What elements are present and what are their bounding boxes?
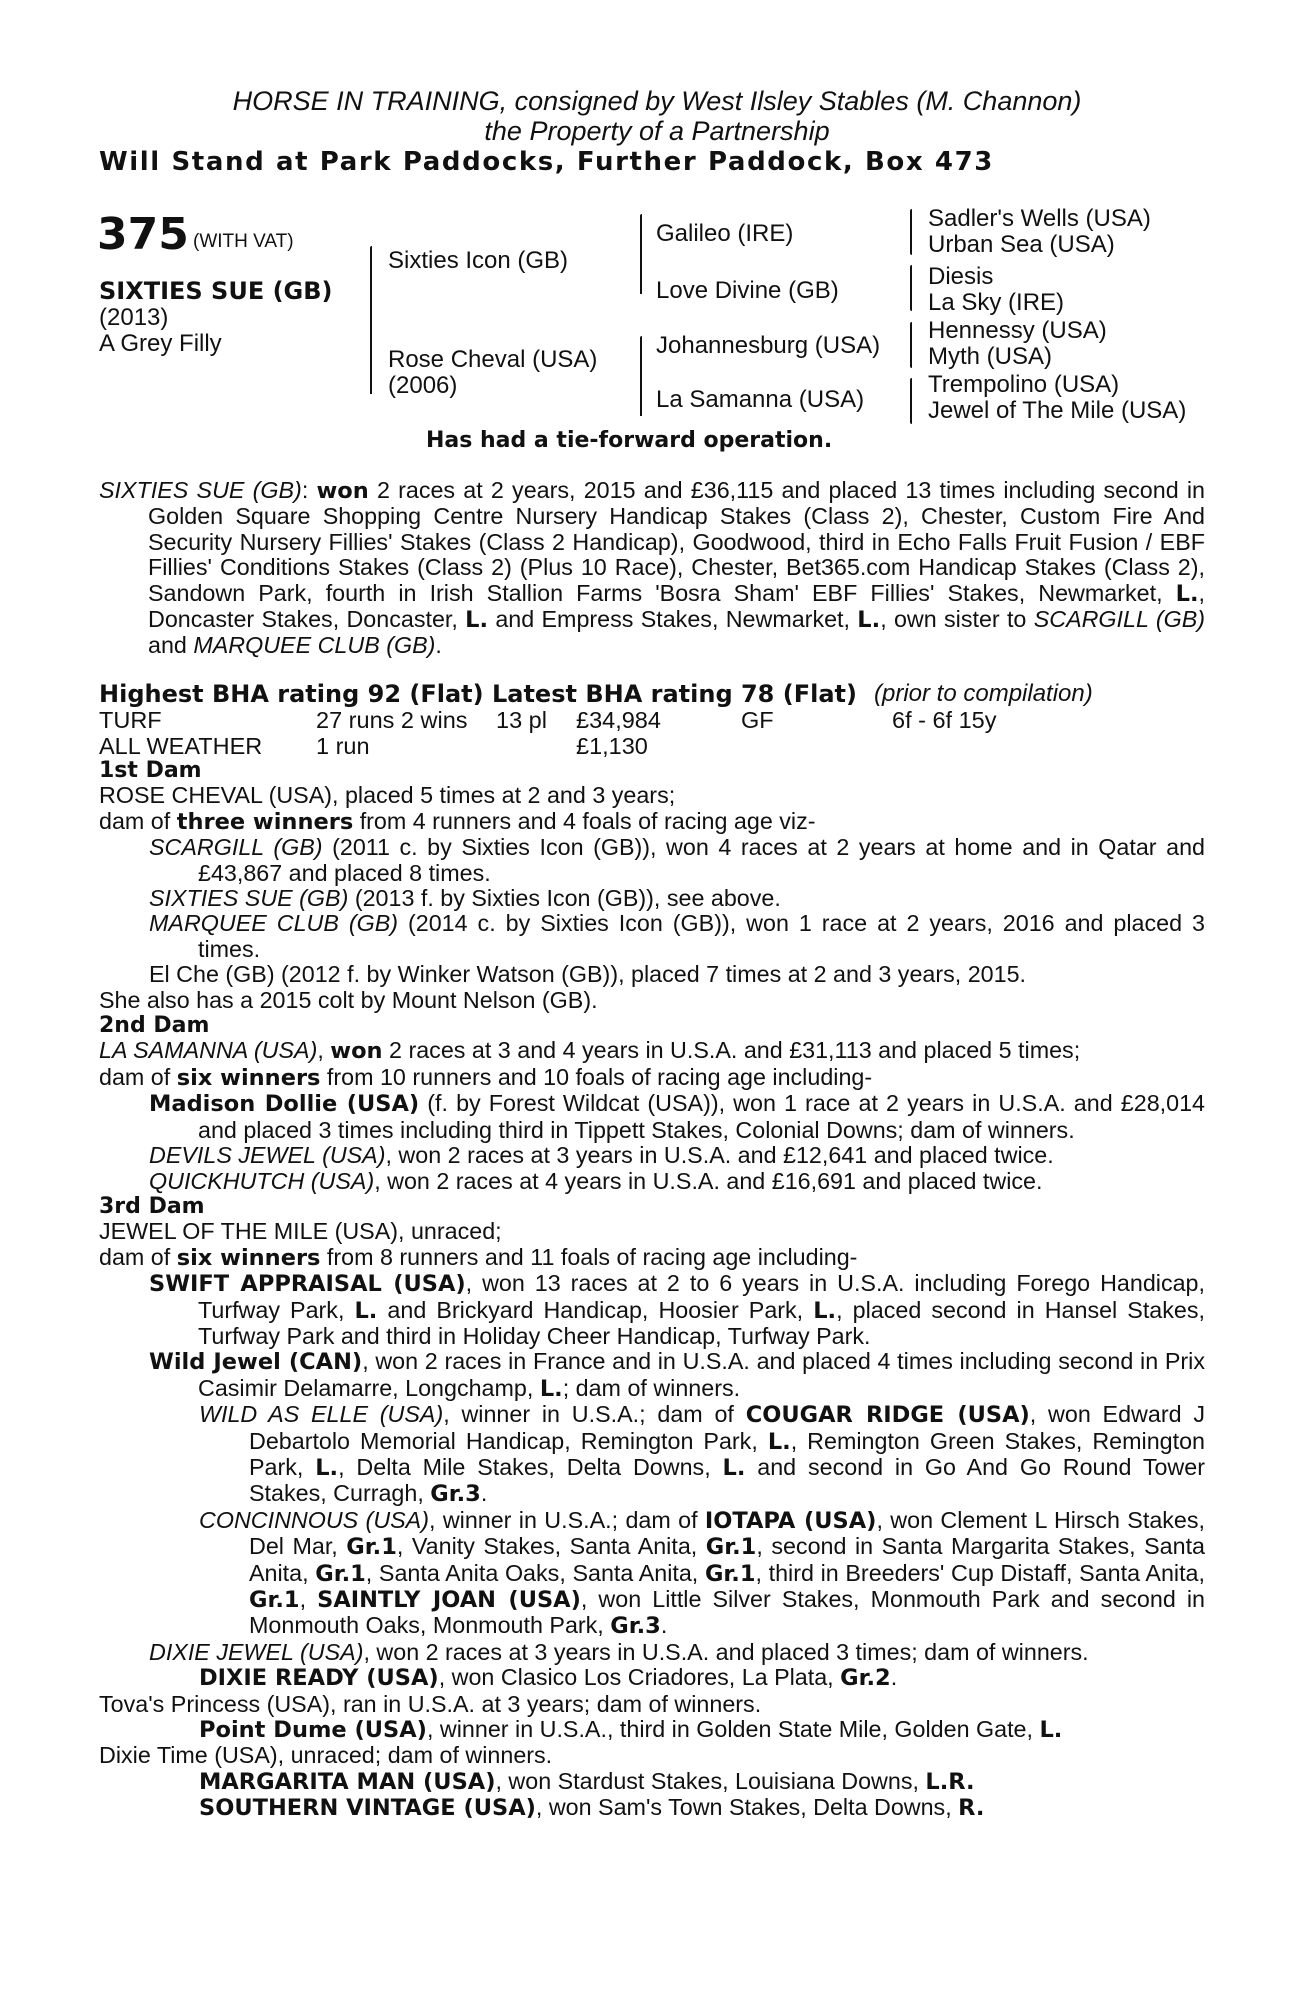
first-dam-heading: 1st Dam [99, 758, 202, 783]
aw-prize: £1,130 [576, 733, 648, 759]
produce-wild-jewel: Wild Jewel (CAN), won 2 races in France and in U.S.A. and placed 4 times including second in Prix Casimir Delamarre, Longchamp, L.; dam of winners. [149, 1348, 1205, 1402]
consignor-line: HORSE IN TRAINING, consigned by West Ilsley Stables (M. Channon) [232, 86, 1082, 116]
produce-margarita-man: MARGARITA MAN (USA), won Stardust Stakes, Louisiana Downs, L.R. [199, 1767, 975, 1795]
gg-dss: Hennessy (USA) [928, 317, 1107, 344]
produce-marquee-club: MARQUEE CLUB (GB) (2014 c. by Sixties Icon (GB)), won 1 race at 2 years, 2016 and placed 3 times. [149, 910, 1205, 962]
property-line: the Property of a Partnership [484, 116, 830, 146]
dam-dam: La Samanna (USA) [656, 386, 865, 413]
produce-tovas-princess: Tova's Princess (USA), ran in U.S.A. at 3 years; dam of winners. [99, 1690, 762, 1717]
turf-prize: £34,984 [576, 707, 661, 733]
turf-label: TURF [99, 707, 162, 733]
sire-name: Sixties Icon (GB) [388, 247, 569, 274]
gg-ddd: Jewel of The Mile (USA) [928, 397, 1187, 424]
vat-label: (WITH VAT) [193, 231, 294, 252]
second-dam-heading: 2nd Dam [99, 1013, 210, 1039]
location-line: Will Stand at Park Paddocks, Further Paddock, Box 473 [99, 147, 994, 177]
first-dam-line: ROSE CHEVAL (USA), placed 5 times at 2 and 3 years; [99, 782, 676, 809]
turf-placed: 13 pl [496, 707, 547, 733]
produce-dixie-time: Dixie Time (USA), unraced; dam of winners. [99, 1742, 553, 1769]
gg-dsd: Myth (USA) [928, 343, 1053, 370]
racing-record: SIXTIES SUE (GB): won 2 races at 2 years, 2015 and £36,115 and placed 13 times including second in Golden Square Shopping Centre Nursery Handicap Stakes (Class 2), Chester, Custom Fire And Security Nursery Fillies' Stakes (Class 2 Handicap), Goodwood, third in Echo Falls Fruit Fusion / EBF Fillies' Conditions Stakes (Class 2) (Plus 10 Race), Chester, Bet365.com Handicap Stakes (Class 2), Sandown Park, fourth in Irish Stallion Farms 'Bosra Sham' EBF Fillies' Stakes, Newmarket, L., Doncaster Stakes, Doncaster, L. and Empress Stakes, Newmarket, L., own sister to SCARGILL (GB) and MARQUEE CLUB (GB). [99, 477, 1205, 659]
turf-distance: 6f - 6f 15y [892, 707, 997, 733]
produce-swift-appraisal: SWIFT APPRAISAL (USA), won 13 races at 2 to 6 years in U.S.A. including Forego Handicap, Turfway Park, L. and Brickyard Handicap, Hoosier Park, L., placed second in Hansel Stakes, Turfway Park and third in Holiday Cheer Handicap, Turfway Park. [149, 1270, 1205, 1349]
johannesburg-brace [910, 322, 912, 368]
record-horse: SIXTIES SUE (GB) [99, 477, 302, 503]
produce-dixie-jewel: DIXIE JEWEL (USA), won 2 races at 3 years in U.S.A. and placed 3 times; dam of winners. [149, 1638, 1089, 1665]
produce-devils-jewel: DEVILS JEWEL (USA), won 2 races at 3 years in U.S.A. and £12,641 and placed twice. [149, 1142, 1054, 1169]
family-section: 1st Dam ROSE CHEVAL (USA), placed 5 times at 2 and 3 years; dam of three winners from 4 runners and 4 foals of racing age viz- SCARGILL (GB) (2011 c. by Sixties Icon (GB)), won 4 races at 2 years at home and in Qatar and £43,867 and placed 8 times. SIXTIES SUE (GB) (2013 f. by Sixties Icon (GB)), see above. MARQUEE CLUB (GB) (2014 c. by Sixties Icon (GB)), won 1 race at 2 years, 2016 and placed 3 times. El Che (GB) (2012 f. by Winker Watson (GB)), placed 7 times at 2 and 3 years, 2015. She also has a 2015 colt by Mount Nelson (GB). 2nd Dam LA SAMANNA (USA), won 2 races at 3 and 4 years in U.S.A. and £31,113 and placed 5 times; dam of six winners from 10 runners and 10 foals of racing age including- Madison Dollie (USA) (f. by Forest Wildcat (USA)), won 1 race at 2 years in U.S.A. and £28,014 and placed 3 times including third in Tippett Stakes, Colonial Downs; dam of winners. DEVILS JEWEL (USA), won 2 races at 3 years in U.S.A. and £12,641 and placed twice. QUICKHUTCH (USA), won 2 races at 4 years in U.S.A. and £16,691 and placed twice. 3rd Dam JEWEL OF THE MILE (USA), unraced; dam of six winners from 8 runners and 11 foals of racing age including- SWIFT APPRAISAL (USA), won 13 races at 2 to 6 years in U.S.A. including Forego Handicap, Turfway Park, L. and Brickyard Handicap, Hoosier Park, L., placed second in Hansel Stakes, Turfway Park and third in Holiday Cheer Handicap, Turfway Park. Wild Jewel (CAN), won 2 races in France and in U.S.A. and placed 4 times including second in Prix Casimir Delamarre, Longchamp, L.; dam of winners. WILD AS ELLE (USA), winner in U.S.A.; dam of COUGAR RIDGE (USA), won Edward J Debartolo Memorial Handicap, Remington Park, L., Remington Green Stakes, Remington Park, L., Delta Mile Stakes, Delta Downs, L. and second in Go And Go Round Tower Stakes, Curragh, Gr.3. CONCINNOUS (USA), winner in U.S.A.; dam of IOTAPA (USA), won Clement L Hirsch Stakes, Del Mar, Gr.1, Vanity Stakes, Santa Anita, Gr.1, second in Santa Margarita Stakes, Santa Anita, Gr.1, Santa Anita Oaks, Santa Anita, Gr.1, third in Breeders' Cup Distaff, Santa Anita, Gr.1, SAINTLY JOAN (USA), won Little Silver Stakes, Monmouth Park and second in Monmouth Oaks, Monmouth Park, Gr.3. DIXIE JEWEL (USA), won 2 races at 3 years in U.S.A. and placed 3 times; dam of winners. DIXIE READY (USA), won Clasico Los Criadores, La Plata, Gr.2. Tova's Princess (USA), ran in U.S.A. at 3 years; dam of winners. Point Dume (USA), winner in U.S.A., third in Golden State Mile, Golden Gate, L. Dixie Time (USA), unraced; dam of winners. MARGARITA MAN (USA), won Stardust Stakes, Louisiana Downs, L.R. SOUTHERN VINTAGE (USA), won Sam's Town Stakes, Delta Downs, R. [99, 758, 1206, 1822]
gg-ssd: Urban Sea (USA) [928, 231, 1115, 258]
horse-name: SIXTIES SUE (GB) [99, 277, 333, 305]
third-dam-heading: 3rd Dam [99, 1193, 205, 1219]
dam-brace [640, 336, 642, 416]
bha-ratings: Highest BHA rating 92 (Flat) Latest BHA rating 78 (Flat) [99, 680, 857, 708]
produce-concinnous: CONCINNOUS (USA), winner in U.S.A.; dam of IOTAPA (USA), won Clement L Hirsch Stakes, Del Mar, Gr.1, Vanity Stakes, Santa Anita, Gr.1, second in Santa Margarita Stakes, Santa Anita, Gr.1, Santa Anita Oaks, Santa Anita, Gr.1, third in Breeders' Cup Distaff, Santa Anita, Gr.1, SAINTLY JOAN (USA), won Little Silver Stakes, Monmouth Park and second in Monmouth Oaks, Monmouth Park, Gr.3. [199, 1506, 1206, 1640]
dam-name: Rose Cheval (USA) [388, 346, 598, 373]
gg-sss: Sadler's Wells (USA) [928, 205, 1151, 232]
aw-label: ALL WEATHER [99, 733, 263, 759]
galileo-brace [910, 209, 912, 255]
gg-sdd: La Sky (IRE) [928, 289, 1065, 316]
produce-dixie-ready: DIXIE READY (USA), won Clasico Los Criadores, La Plata, Gr.2. [199, 1664, 898, 1692]
lot-number: 375 [97, 209, 189, 260]
gg-dds: Trempolino (USA) [928, 371, 1120, 398]
gg-sds: Diesis [928, 263, 994, 290]
produce-sixties-sue: SIXTIES SUE (GB) (2013 f. by Sixties Icon (GB)), see above. [149, 885, 781, 912]
aw-runs: 1 run [316, 733, 370, 759]
turf-going: GF [741, 707, 774, 733]
horse-description: A Grey Filly [99, 330, 222, 357]
la-samanna-brace [910, 378, 912, 424]
produce-quickhutch: QUICKHUTCH (USA), won 2 races at 4 years in U.S.A. and £16,691 and placed twice. [149, 1167, 1043, 1194]
sire-dam: Love Divine (GB) [656, 277, 839, 304]
operation-note: Has had a tie-forward operation. [426, 428, 833, 453]
produce-point-dume: Point Dume (USA), winner in U.S.A., third in Golden State Mile, Golden Gate, L. [199, 1716, 1063, 1744]
dam-sire: Johannesburg (USA) [656, 332, 881, 359]
produce-southern-vintage: SOUTHERN VINTAGE (USA), won Sam's Town Stakes, Delta Downs, R. [199, 1794, 985, 1822]
sire-brace [640, 214, 642, 294]
foaling-year: (2013) [99, 304, 169, 331]
produce-el-che: El Che (GB) (2012 f. by Winker Watson (GB)), placed 7 times at 2 and 3 years, 2015. [149, 961, 1027, 988]
love-divine-brace [910, 265, 912, 311]
sire-dam-brace [370, 246, 372, 394]
produce-wild-as-elle: WILD AS ELLE (USA), winner in U.S.A.; dam of COUGAR RIDGE (USA), won Edward J Debartolo Memorial Handicap, Remington Park, L., Remington Green Stakes, Remington Park, L., Delta Mile Stakes, Delta Downs, L. and second in Go And Go Round Tower Stakes, Curragh, Gr.3. [199, 1401, 1205, 1508]
produce-scargill: SCARGILL (GB) (2011 c. by Sixties Icon (GB)), won 4 races at 2 years at home and in Qatar and £43,867 and placed 8 times. [149, 834, 1205, 886]
produce-note: She also has a 2015 colt by Mount Nelson (GB). [99, 986, 598, 1013]
produce-madison-dollie: Madison Dollie (USA) (f. by Forest Wildcat (USA)), won 1 race at 2 years in U.S.A. and £28,014 and placed 3 times including third in Tippett Stakes, Colonial Downs; dam of winners. [149, 1090, 1205, 1143]
sire-sire: Galileo (IRE) [656, 220, 794, 247]
ratings-note: (prior to compilation) [874, 680, 1093, 707]
dam-year: (2006) [388, 372, 458, 399]
turf-runs: 27 runs 2 wins [316, 707, 468, 733]
